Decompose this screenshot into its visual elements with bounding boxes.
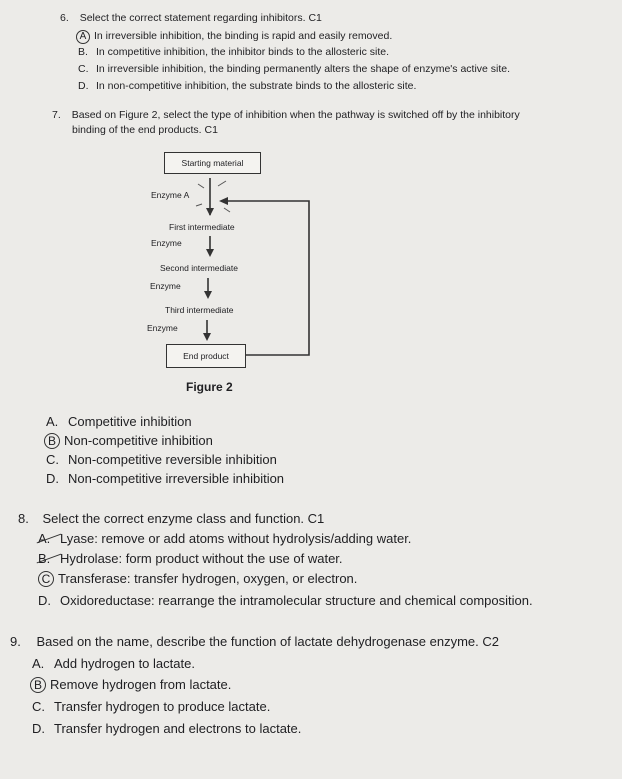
q9-stem-text: Based on the name, describe the function of lactate dehydrogenase enzyme. C2	[36, 634, 499, 649]
q6-number: 6.	[60, 12, 69, 24]
q8-option-c-text: Transferase: transfer hydrogen, oxygen, or electron.	[58, 571, 358, 586]
q8-option-d[interactable]	[38, 593, 533, 609]
second-intermediate-label: Second intermediate	[160, 263, 238, 273]
q9-option-b-letter-circled: B	[30, 677, 46, 693]
q8-option-c[interactable]	[38, 571, 357, 587]
enzyme-2-label: Enzyme	[150, 281, 181, 291]
third-intermediate-label: Third intermediate	[165, 305, 234, 315]
q6-option-c-text: In irreversible inhibition, the binding permanently alters the shape of enzyme's active site.	[96, 63, 511, 75]
q9-option-d[interactable]	[32, 721, 301, 737]
q7-option-c[interactable]	[46, 452, 277, 468]
q8-number: 8.	[18, 511, 29, 526]
q6-option-a-letter-circled: A	[76, 30, 90, 44]
q7-option-c-letter: C.	[46, 452, 59, 467]
q8-stem	[18, 511, 324, 527]
q7-option-b-letter-circled: B	[44, 433, 60, 449]
q8-option-b-text: Hydrolase: form product without the use of water.	[60, 551, 343, 566]
q7-option-a-text: Competitive inhibition	[68, 414, 192, 429]
q9-number: 9.	[10, 634, 21, 649]
q7-option-c-text: Non-competitive reversible inhibition	[68, 452, 277, 467]
q8-option-b[interactable]	[38, 551, 343, 567]
q8-option-d-letter: D.	[38, 593, 51, 608]
q7-stem-text-1: Based on Figure 2, select the type of inhibition when the pathway is switched off by the inhibitory	[71, 109, 520, 121]
starting-material-box: Starting material	[164, 152, 261, 174]
q9-option-b-text: Remove hydrogen from lactate.	[50, 677, 232, 692]
enzyme-1-label: Enzyme	[151, 238, 182, 248]
q7-option-a[interactable]	[46, 414, 192, 430]
q9-option-a-text: Add hydrogen to lactate.	[54, 656, 195, 671]
q8-option-a-text: Lyase: remove or add atoms without hydrolysis/adding water.	[60, 531, 412, 546]
q7-option-a-letter: A.	[46, 414, 59, 429]
q9-stem	[10, 634, 499, 650]
q7-option-d-letter: D.	[46, 471, 59, 486]
q9-option-b[interactable]	[30, 677, 231, 693]
q7-stem-line2: binding of the end products. C1	[72, 124, 218, 136]
q6-option-b-text: In competitive inhibition, the inhibitor binds to the allosteric site.	[96, 46, 389, 58]
q7-option-b[interactable]	[44, 433, 213, 449]
q8-option-a[interactable]	[38, 531, 411, 547]
q8-option-a-letter: A.	[38, 531, 60, 547]
q9-option-a-letter: A.	[32, 656, 45, 671]
q6-option-b-letter: B.	[78, 46, 88, 58]
q9-option-c[interactable]	[32, 699, 270, 715]
q7-option-b-text: Non-competitive inhibition	[64, 433, 213, 448]
q6-option-d-text: In non-competitive inhibition, the substrate binds to the allosteric site.	[96, 80, 417, 92]
q9-option-c-text: Transfer hydrogen to produce lactate.	[54, 699, 271, 714]
q6-option-a-text: In irreversible inhibition, the binding is rapid and easily removed.	[94, 30, 393, 42]
figure-caption: Figure 2	[186, 380, 233, 394]
q6-option-c-letter: C.	[78, 63, 89, 75]
q9-option-d-letter: D.	[32, 721, 45, 736]
q9-option-d-text: Transfer hydrogen and electrons to lactate.	[54, 721, 302, 736]
q9-option-a[interactable]	[32, 656, 195, 672]
end-product-box: End product	[166, 344, 246, 368]
q7-option-d-text: Non-competitive irreversible inhibition	[68, 471, 285, 486]
q7-option-d[interactable]	[46, 471, 284, 487]
q9-option-c-letter: C.	[32, 699, 45, 714]
q8-option-c-letter-circled: C	[38, 571, 54, 587]
q8-option-b-letter: B.	[38, 551, 60, 567]
q6-stem-text: Select the correct statement regarding inhibitors. C1	[79, 12, 322, 24]
q8-option-d-text: Oxidoreductase: rearrange the intramolecular structure and chemical composition.	[60, 593, 533, 608]
q6-option-d-letter: D.	[78, 80, 89, 92]
enzyme-a-label: Enzyme A	[151, 190, 190, 200]
first-intermediate-label: First intermediate	[169, 222, 235, 232]
q8-stem-text: Select the correct enzyme class and function. C1	[42, 511, 325, 526]
enzyme-3-label: Enzyme	[147, 323, 178, 333]
q7-number: 7.	[52, 109, 61, 121]
